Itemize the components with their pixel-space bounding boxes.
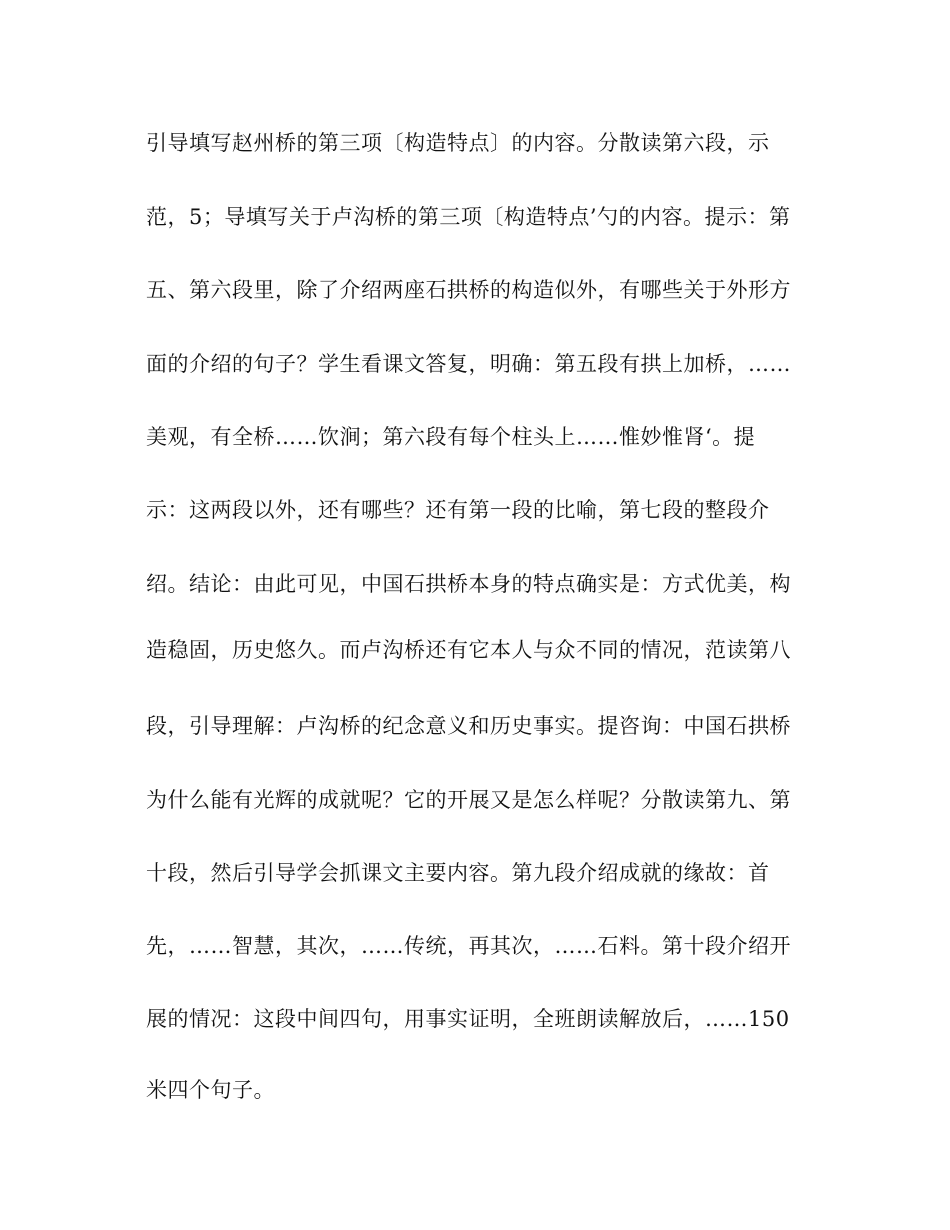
text-line-8: 造稳固，历史悠久。而卢沟桥还有它本人与众不同的情况，范读第八 xyxy=(146,638,791,662)
text-line-14: 米四个句子。 xyxy=(146,1078,275,1102)
text-line-1: 引导填写赵州桥的第三项〔构造特点〕的内容。分散读第六段，示 xyxy=(146,131,770,155)
text-line-12: 先，……智慧，其次，……传统，再其次，……石料。第十段介绍开 xyxy=(146,934,791,958)
text-line-5: 美观，有全桥……饮涧；第六段有每个柱头上……惟妙惟肾‘。提 xyxy=(146,425,756,449)
text-line-9: 段，引导理解：卢沟桥的纪念意义和历史事实。提咨询：中国石拱桥 xyxy=(146,714,791,738)
text-line-13: 展的情况：这段中间四句，用事实证明，全班朗读解放后，……150 xyxy=(146,1007,790,1031)
text-line-11: 十段，然后引导学会抓课文主要内容。第九段介绍成就的缘故：首 xyxy=(146,861,770,885)
text-line-6: 示：这两段以外，还有哪些？还有第一段的比喻，第七段的整段介 xyxy=(146,498,770,522)
text-line-10: 为什么能有光辉的成就呢？它的开展又是怎么样呢？分散读第九、第 xyxy=(146,788,791,812)
text-line-7: 绍。结论：由此可见，中国石拱桥本身的特点确实是：方式优美，构 xyxy=(146,572,791,596)
text-line-2: 范，5；导填写关于卢沟桥的第三项〔构造特点’勺的内容。提示：第 xyxy=(146,205,791,229)
text-line-3: 五、第六段里，除了介绍两座石拱桥的构造似外，有哪些关于外形方 xyxy=(146,278,791,302)
text-line-4: 面的介绍的句子？学生看课文答复，明确：第五段有拱上加桥，…… xyxy=(146,352,791,376)
